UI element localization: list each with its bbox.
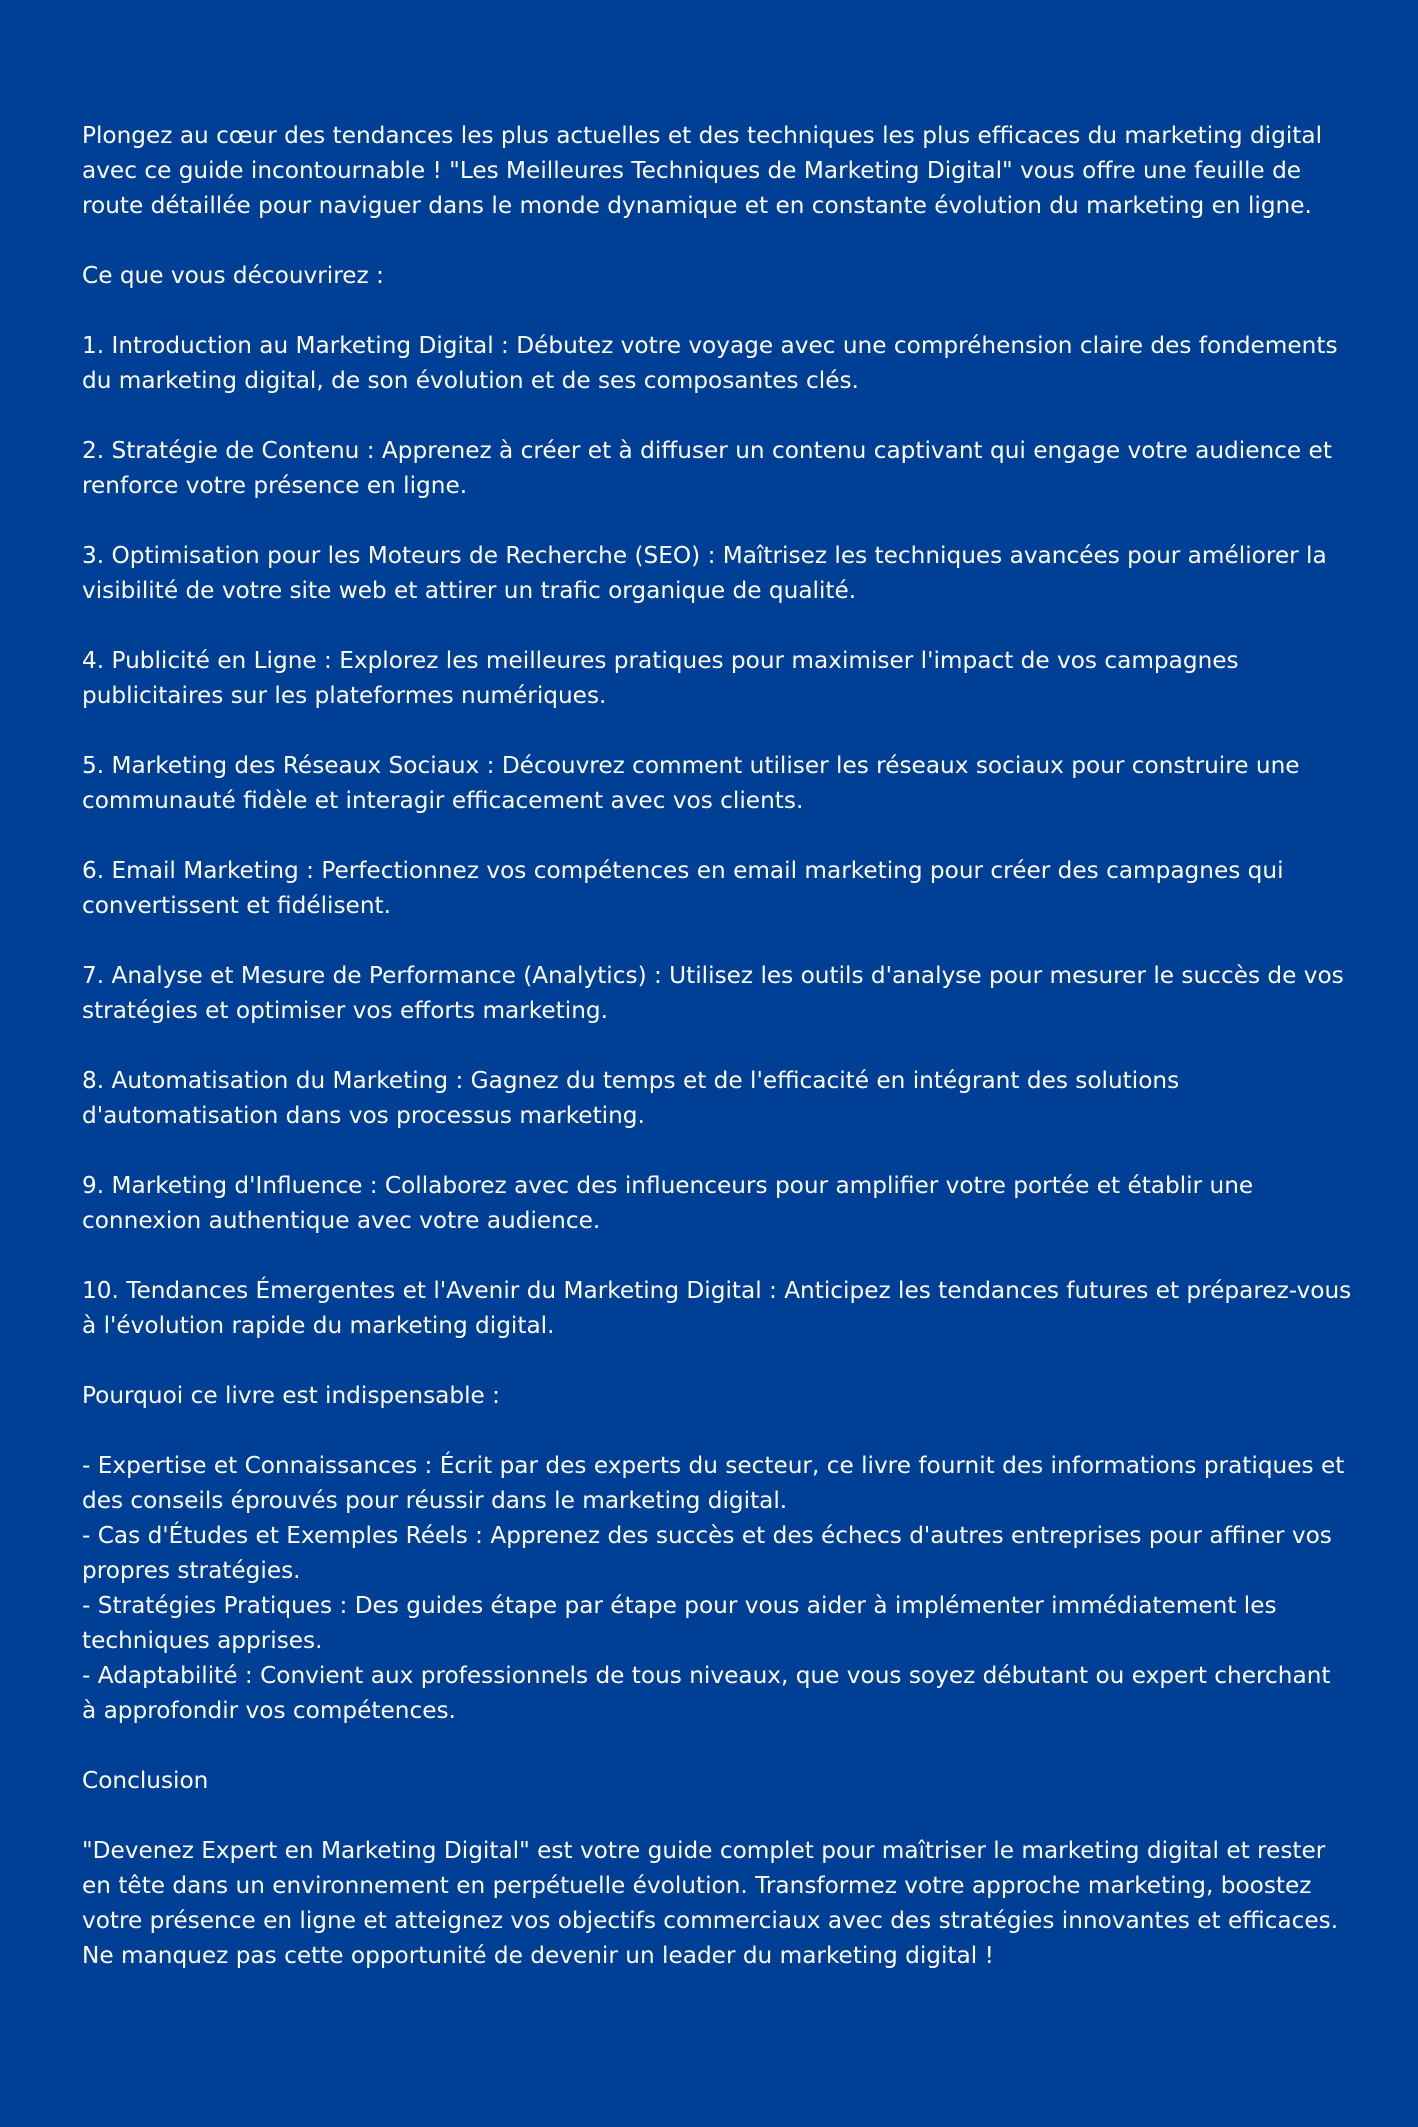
benefit-item: - Cas d'Études et Exemples Réels : Apprenez des succès et des échecs d'autres entreprises pour affiner vos propres stratégies. <box>82 1522 1332 1584</box>
list-item: 5. Marketing des Réseaux Sociaux : Découvrez comment utiliser les réseaux sociaux pour construire une communauté fidèle et interagir efficacement avec vos clients. <box>82 752 1300 814</box>
list-item: 8. Automatisation du Marketing : Gagnez du temps et de l'efficacité en intégrant des solutions d'automatisation dans vos processus marketing. <box>82 1067 1180 1129</box>
conclusion-heading: Conclusion <box>82 1767 209 1794</box>
why-heading: Pourquoi ce livre est indispensable : <box>82 1382 500 1409</box>
list-item: 3. Optimisation pour les Moteurs de Recherche (SEO) : Maîtrisez les techniques avancées pour améliorer la visibilité de votre site web et attirer un trafic organique de qualité. <box>82 542 1327 604</box>
list-item: 10. Tendances Émergentes et l'Avenir du Marketing Digital : Anticipez les tendances futures et préparez-vous à l'évolution rapide du marketing digital. <box>82 1277 1352 1339</box>
benefit-item: - Stratégies Pratiques : Des guides étape par étape pour vous aider à implémenter immédiatement les techniques apprises. <box>82 1592 1277 1654</box>
discover-heading: Ce que vous découvrirez : <box>82 262 384 289</box>
benefits-list <box>82 1448 1352 1728</box>
list-item: 1. Introduction au Marketing Digital : Débutez votre voyage avec une compréhension claire des fondements du marketing digital, de son évolution et de ses composantes clés. <box>82 332 1338 394</box>
list-item: 2. Stratégie de Contenu : Apprenez à créer et à diffuser un contenu captivant qui engage votre audience et renforce votre présence en ligne. <box>82 437 1332 499</box>
benefit-item: - Adaptabilité : Convient aux professionnels de tous niveaux, que vous soyez débutant ou expert cherchant à approfondir vos compétences. <box>82 1662 1331 1724</box>
book-description <box>82 118 1352 1973</box>
intro-paragraph: Plongez au cœur des tendances les plus actuelles et des techniques les plus efficaces du marketing digital avec ce guide incontournable ! "Les Meilleures Techniques de Marketing Digital" vous offre une feuille de route détaillée pour naviguer dans le monde dynamique et en constante évolution du marketing en ligne. <box>82 122 1323 219</box>
list-item: 9. Marketing d'Influence : Collaborez avec des influenceurs pour amplifier votre portée et établir une connexion authentique avec votre audience. <box>82 1172 1254 1234</box>
list-item: 6. Email Marketing : Perfectionnez vos compétences en email marketing pour créer des campagnes qui convertissent et fidélisent. <box>82 857 1284 919</box>
benefit-item: - Expertise et Connaissances : Écrit par des experts du secteur, ce livre fournit des informations pratiques et des conseils éprouvés pour réussir dans le marketing digital. <box>82 1452 1345 1514</box>
conclusion-paragraph: "Devenez Expert en Marketing Digital" est votre guide complet pour maîtriser le marketing digital et rester en tête dans un environnement en perpétuelle évolution. Transformez votre approche marketing, boostez votre présence en ligne et atteignez vos objectifs commerciaux avec des stratégies innovantes et efficaces. Ne manquez pas cette opportunité de devenir un leader du marketing digital ! <box>82 1837 1339 1969</box>
list-item: 4. Publicité en Ligne : Explorez les meilleures pratiques pour maximiser l'impact de vos campagnes publicitaires sur les plateformes numériques. <box>82 647 1239 709</box>
list-item: 7. Analyse et Mesure de Performance (Analytics) : Utilisez les outils d'analyse pour mesurer le succès de vos stratégies et optimiser vos efforts marketing. <box>82 962 1344 1024</box>
